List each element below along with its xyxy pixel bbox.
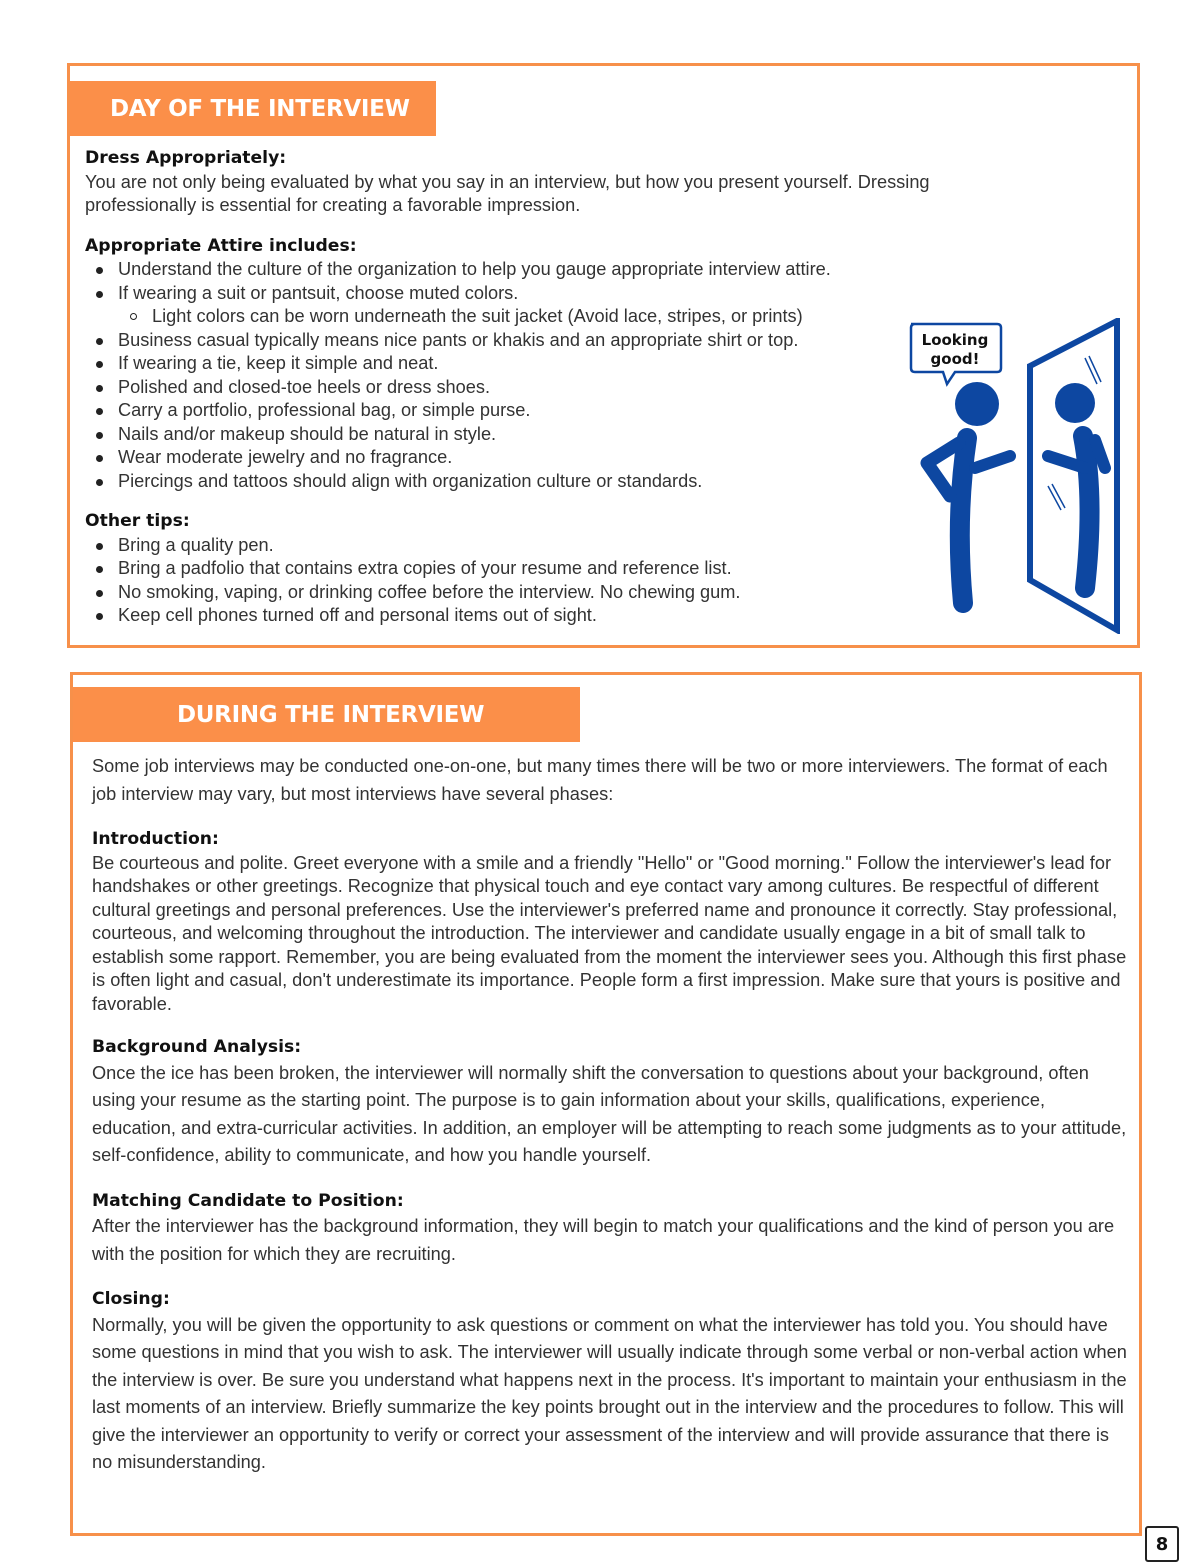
phase-text: Normally, you will be given the opportunity to ask questions or comment on what the interviewer has told you. You should have some questions in mind that you wish to ask. The interviewer will usually indicate through some verbal or non-verbal action when the interview is over. Be sure you understand what happens next in the process. It's important to maintain your enthusiasm in the last moments of an interview. Briefly summarize the key points brought out in the interview and the procedures to follow. This will give the interviewer an opportunity to verify or correct your assessment of the interview and will provide assurance that there is no misunderstanding. bbox=[92, 1314, 1127, 1472]
mirror-icon bbox=[1030, 321, 1117, 630]
page-number: 8 bbox=[1145, 1526, 1179, 1562]
list-item: If wearing a suit or pantsuit, choose muted colors. bbox=[85, 282, 1125, 306]
dress-text: You are not only being evaluated by what you say in an interview, but how you present yourself. Dressing professionally is essential for creating a favorable impression. bbox=[85, 171, 930, 215]
list-item: If wearing a tie, keep it simple and neat. bbox=[85, 352, 1125, 376]
phase-heading: Background Analysis: bbox=[92, 1037, 302, 1057]
phase-text: Be courteous and polite. Greet everyone with a smile and a friendly "Hello" or "Good morning." Follow the interviewer's lead for handshakes or other greetings. Recognize that physical touch and eye contact vary among cultures. Be respectful of different cultural greetings and personal preferences. Use the interviewer's preferred name and pronounce it correctly. Stay professional, courteous, and welcoming throughout the introduction. The interviewer and candidate usually engage in a bit of small talk to establish some rapport. Remember, you are being evaluated from the moment the interviewer sees you. Although this first phase is often light and casual, don't underestimate its importance. People form a first impression. Make sure that yours is positive and favorable. bbox=[92, 852, 1127, 1014]
mirror-illustration bbox=[905, 318, 1125, 634]
person-icon bbox=[927, 382, 1010, 603]
list-item: Bring a quality pen. bbox=[85, 534, 1125, 558]
dress-heading: Dress Appropriately: bbox=[85, 148, 287, 168]
speech-bubble bbox=[911, 324, 1001, 384]
list-item: No smoking, vaping, or drinking coffee before the interview. No chewing gum. bbox=[85, 581, 1125, 605]
phase-text: After the interviewer has the background information, they will begin to match your qualifications and the kind of person you are with the position for which they are recruiting. bbox=[92, 1216, 1115, 1264]
section-title: DAY OF THE INTERVIEW bbox=[110, 95, 410, 122]
during-interview-section bbox=[70, 672, 1142, 1536]
list-item: Bring a padfolio that contains extra copies of your resume and reference list. bbox=[85, 557, 1125, 581]
attire-heading: Appropriate Attire includes: bbox=[85, 235, 357, 256]
tips-heading: Other tips: bbox=[85, 511, 190, 531]
list-item: Light colors can be worn underneath the suit jacket (Avoid lace, stripes, or prints) bbox=[85, 305, 1125, 329]
list-item: Polished and closed-toe heels or dress shoes. bbox=[85, 376, 1125, 400]
section-title: DURING THE INTERVIEW bbox=[177, 701, 485, 728]
list-item: Keep cell phones turned off and personal items out of sight. bbox=[85, 604, 1125, 628]
list-item: Business casual typically means nice pants or khakis and an appropriate shirt or top. bbox=[85, 329, 1125, 353]
phase-heading: Closing: bbox=[92, 1289, 170, 1309]
list-item: Understand the culture of the organization to help you gauge appropriate interview attire. bbox=[85, 258, 1125, 282]
bubble-line2: good! bbox=[930, 350, 980, 368]
section-title-banner bbox=[73, 687, 580, 742]
phase-heading: Introduction: bbox=[92, 829, 219, 849]
section-title-banner bbox=[70, 81, 436, 136]
list-item: Wear moderate jewelry and no fragrance. bbox=[85, 446, 1125, 470]
list-item: Carry a portfolio, professional bag, or simple purse. bbox=[85, 399, 1125, 423]
phase-heading: Matching Candidate to Position: bbox=[92, 1190, 404, 1211]
section-content bbox=[92, 753, 1132, 1477]
intro-text: Some job interviews may be conducted one-on-one, but many times there will be two or more interviewers. The format of each job interview may vary, but most interviews have several phases: bbox=[92, 756, 1108, 804]
list-item: Nails and/or makeup should be natural in style. bbox=[85, 423, 1125, 447]
list-item: Piercings and tattoos should align with organization culture or standards. bbox=[85, 470, 1125, 494]
bubble-line1: Looking bbox=[921, 331, 989, 349]
phase-text: Once the ice has been broken, the interviewer will normally shift the conversation to questions about your background, often using your resume as the starting point. The purpose is to gain information about your skills, qualifications, experience, education, and extra-curricular activities. In addition, an employer will be attempting to reach some judgments as to your attitude, self-confidence, ability to communicate, and how you handle yourself. bbox=[92, 1062, 1127, 1165]
